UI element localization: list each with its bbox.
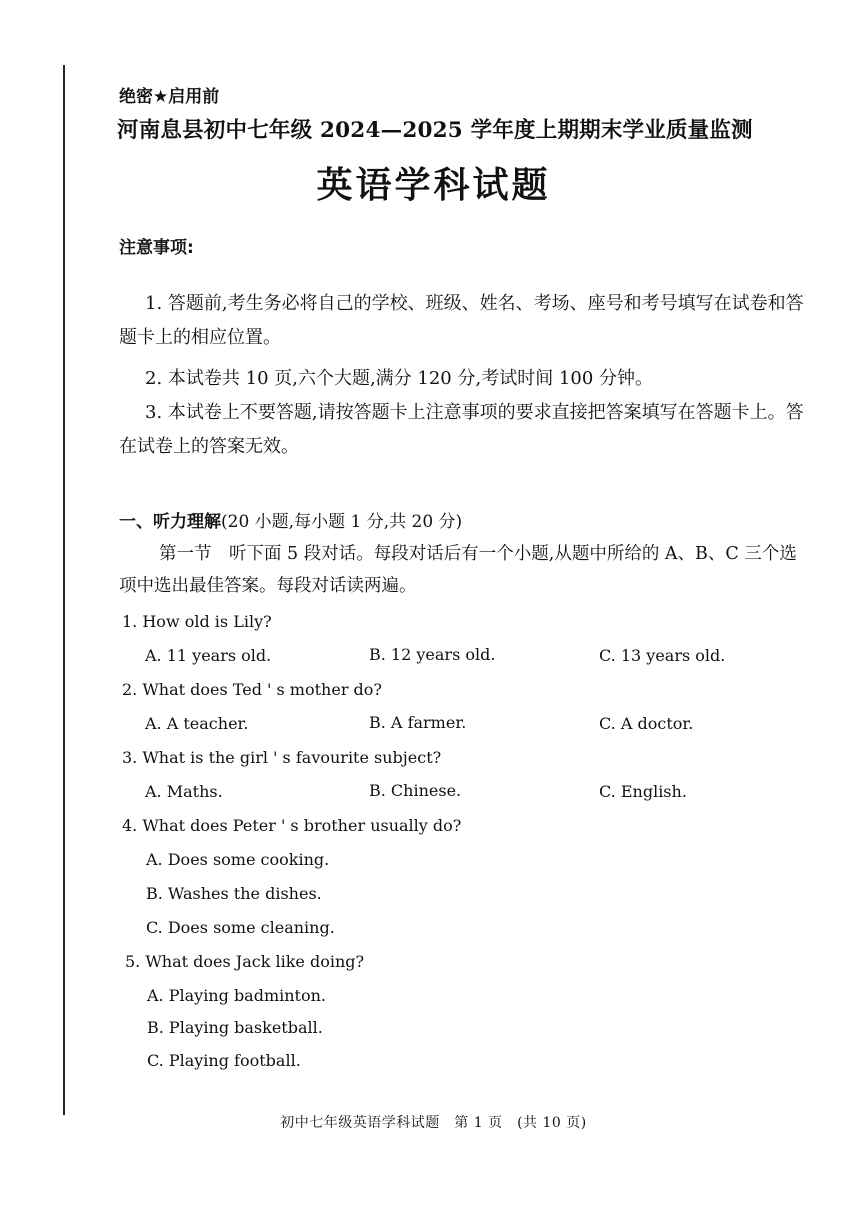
question-5-option-b: B. Playing basketball.: [147, 1018, 323, 1037]
question-3-option-c: C. English.: [599, 782, 687, 801]
question-1-option-a: A. 11 years old.: [145, 646, 272, 665]
question-1-option-b: B. 12 years old.: [369, 645, 496, 664]
part-intro: 第一节 听下面 5 段对话。每段对话后有一个小题,从题中所给的 A、B、C 三个选项中选出最佳答案。每段对话读两遍。: [119, 544, 797, 596]
question-3-stem: 3. What is the girl ' s favourite subject?: [122, 748, 442, 767]
question-2-stem: 2. What does Ted ' s mother do?: [122, 680, 382, 699]
question-1-stem: 1. How old is Lily?: [122, 612, 272, 631]
binding-line: [63, 65, 65, 1115]
question-5-option-a: A. Playing badminton.: [147, 986, 327, 1005]
exam-title: 河南息县初中七年级 2024—2025 学年度上期期末学业质量监测: [117, 118, 753, 143]
question-4-option-b: B. Washes the dishes.: [146, 884, 322, 903]
question-4-stem: 4. What does Peter ' s brother usually do?: [122, 816, 462, 835]
section-heading: 一、听力理解(20 小题,每小题 1 分,共 20 分): [119, 512, 463, 532]
question-5-stem: 5. What does Jack like doing?: [125, 952, 365, 971]
notice-heading: 注意事项:: [119, 238, 194, 258]
question-3-option-a: A. Maths.: [145, 782, 223, 801]
secret-label: 绝密★启用前: [119, 87, 220, 107]
subject-title: 英语学科试题: [316, 164, 551, 206]
question-1-option-c: C. 13 years old.: [599, 646, 726, 665]
question-4-option-a: A. Does some cooking.: [146, 850, 330, 869]
notice-item-1: 1. 答题前,考生务必将自己的学校、班级、姓名、考场、座号和考号填写在试卷和答题卡上的相应位置。: [119, 293, 804, 348]
question-2-option-c: C. A doctor.: [599, 714, 694, 733]
notice-item-3: 3. 本试卷上不要答题,请按答题卡上注意事项的要求直接把答案填写在答题卡上。答在试卷上的答案无效。: [119, 402, 804, 457]
question-3-option-b: B. Chinese.: [369, 781, 462, 800]
question-2-option-b: B. A farmer.: [369, 713, 467, 732]
page-footer: 初中七年级英语学科试题 第 1 页 (共 10 页): [280, 1115, 587, 1131]
question-5-option-c: C. Playing football.: [147, 1051, 301, 1070]
question-2-option-a: A. A teacher.: [145, 714, 249, 733]
notice-item-2: 2. 本试卷共 10 页,六个大题,满分 120 分,考试时间 100 分钟。: [145, 368, 654, 389]
question-4-option-c: C. Does some cleaning.: [146, 918, 335, 937]
